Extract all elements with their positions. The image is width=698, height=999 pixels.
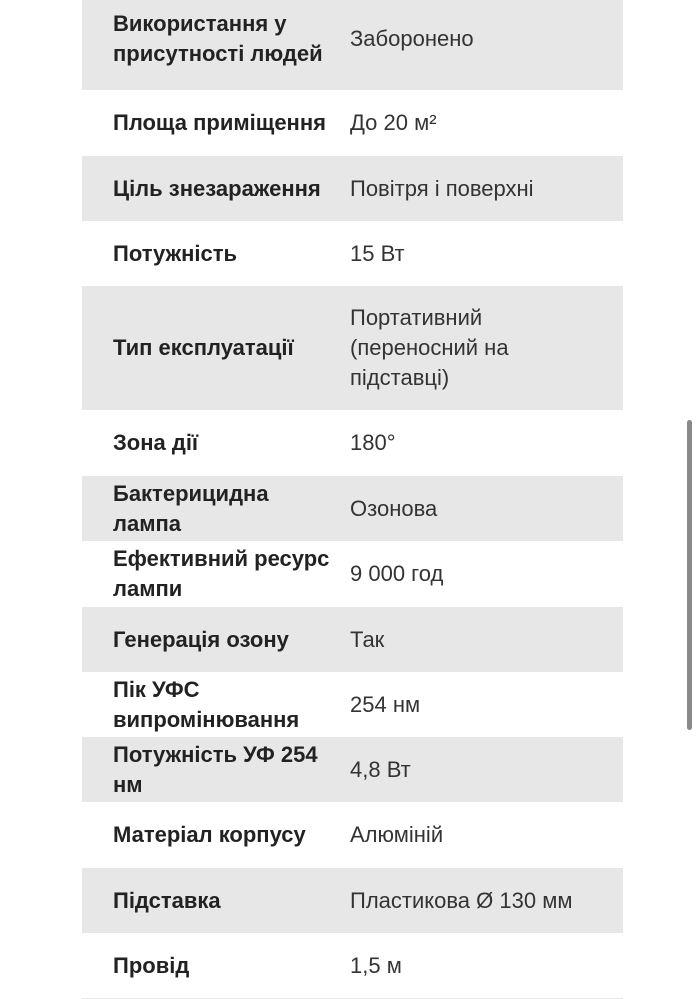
spec-label: Підставка	[113, 887, 221, 913]
spec-value: 180°	[350, 430, 396, 455]
spec-row-use-with-people	[82, 0, 623, 90]
spec-label: Генерація озону	[113, 626, 289, 652]
spec-value: 9 000 год	[350, 561, 444, 586]
spec-label: Провід	[113, 952, 190, 978]
spec-value: 1,5 м	[350, 952, 402, 978]
spec-value: 4,8 Вт	[350, 756, 411, 782]
spec-label: Площа приміщення	[113, 110, 326, 135]
spec-row-disinfection-target	[82, 156, 623, 221]
spec-row-ozone-generation	[82, 607, 623, 672]
spec-label: Зона дії	[113, 430, 199, 455]
spec-value: Портативний (переносний на підставці)	[350, 305, 509, 390]
spec-row-uvc-peak	[82, 672, 623, 737]
spec-value: Пластикова Ø 130 мм	[350, 887, 573, 913]
spec-label: Ефективний ресурс лампи	[113, 546, 330, 601]
spec-value: До 20 м²	[350, 110, 437, 135]
spec-row-germicidal-lamp	[82, 476, 623, 541]
spec-value: 254 нм	[350, 691, 421, 717]
spec-row-operation-type	[82, 286, 623, 410]
spec-value: Так	[350, 626, 385, 652]
spec-label: Бактерицидна лампа	[113, 480, 269, 536]
spec-row-cord	[82, 933, 623, 998]
spec-row-lamp-lifetime	[82, 541, 623, 607]
spec-row-body-material	[82, 802, 623, 868]
spec-label: Потужність УФ 254 нм	[113, 741, 318, 797]
spec-label: Ціль знезараження	[113, 175, 321, 201]
spec-label: Тип експлуатації	[113, 335, 294, 360]
vertical-scrollbar[interactable]	[687, 420, 692, 730]
spec-row-uv-power	[82, 737, 623, 802]
spec-value: Повітря і поверхні	[350, 175, 534, 201]
spec-row-stand	[82, 868, 623, 933]
spec-label: Використання у присутності людей	[113, 11, 323, 66]
spec-value: Озонова	[350, 495, 438, 521]
spec-value: 15 Вт	[350, 240, 405, 266]
spec-label: Пік УФС випромінювання	[113, 676, 300, 732]
spec-label: Потужність	[113, 240, 238, 266]
specifications-table	[82, 0, 623, 999]
spec-label: Матеріал корпусу	[113, 822, 306, 847]
spec-row-room-area	[82, 90, 623, 156]
spec-value: Заборонено	[350, 26, 474, 51]
spec-row-coverage-zone	[82, 410, 623, 476]
spec-value: Алюміній	[350, 822, 444, 847]
spec-row-power	[82, 221, 623, 286]
